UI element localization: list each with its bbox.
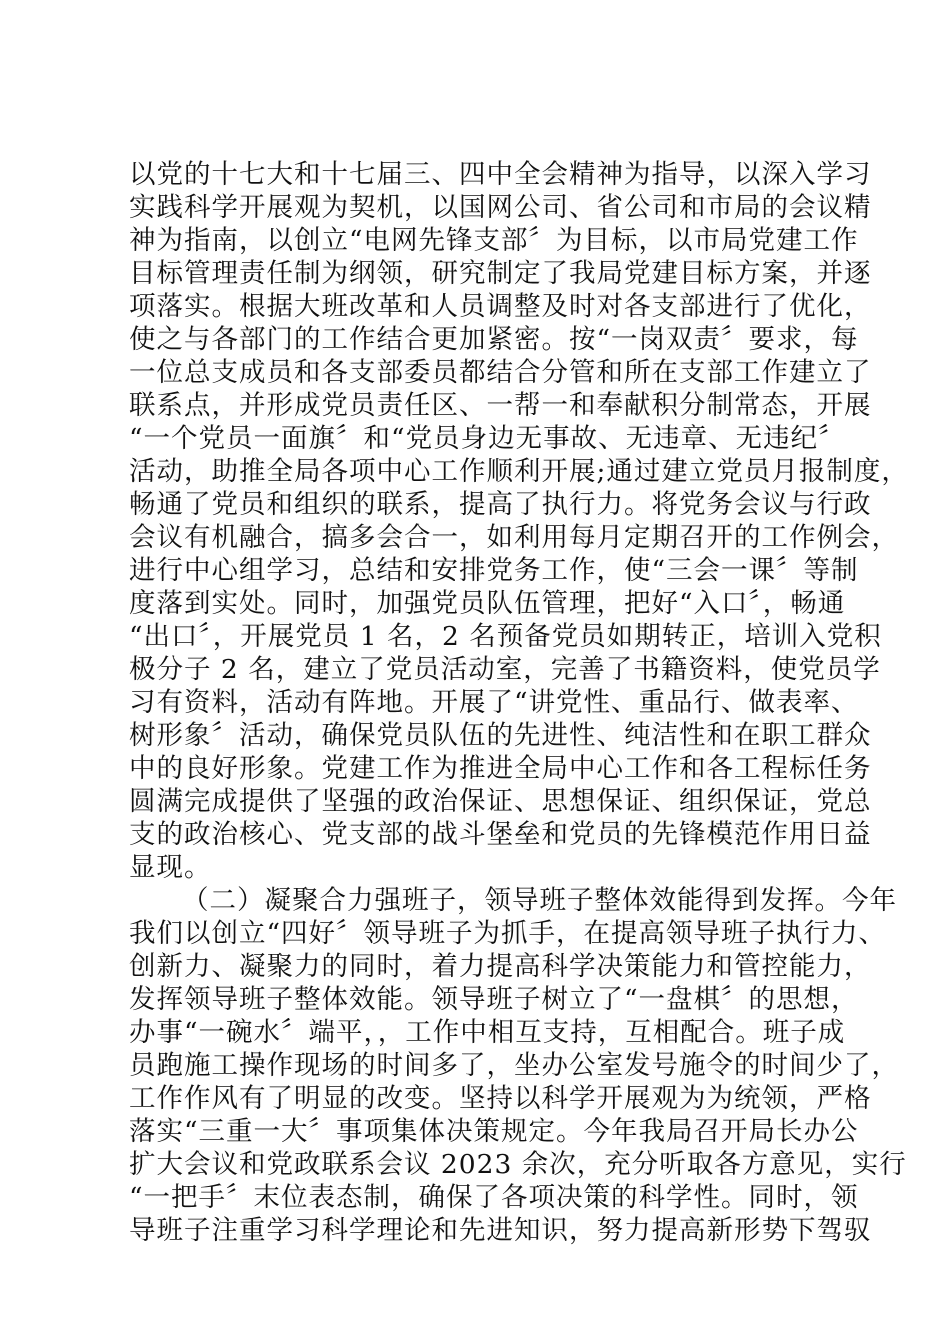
- text-line: 活动，助推全局各项中心工作顺利开展;通过建立党员月报制度，: [129, 456, 909, 487]
- text-line: 办事“一碗水〞端平，，工作中相互支持，互相配合。班子成: [129, 1017, 846, 1048]
- text-line: 工作作风有了明显的改变。坚持以科学开展观为为统领，严格: [129, 1083, 872, 1114]
- text-line: 实践科学开展观为契机，以国网公司、省公司和市局的会议精: [129, 192, 872, 223]
- document-body: [129, 158, 909, 1247]
- text-line: 极分子 2 名，建立了党员活动室，完善了书籍资料，使党员学: [129, 654, 881, 685]
- text-line: 落实“三重一大〞事项集体决策规定。今年我局召开局长办公: [129, 1116, 859, 1147]
- text-line: 项落实。根据大班改革和人员调整及时对各支部进行了优化，: [129, 291, 872, 322]
- text-line: 度落到实处。同时，加强党员队伍管理，把好“入口〞，畅通: [129, 588, 846, 619]
- paragraph-party-building: [129, 158, 909, 884]
- text-line: “一个党员一面旗〞和“党员身边无事故、无违章、无违纪〞: [129, 423, 846, 454]
- text-line: 使之与各部门的工作结合更加紧密。按“一岗双责〞要求，每: [129, 324, 859, 355]
- paragraph-leadership-team: [129, 884, 907, 1247]
- text-line: 显现。: [129, 852, 212, 883]
- text-line: 目标管理责任制为纲领，研究制定了我局党建目标方案，并逐: [129, 258, 872, 289]
- text-line: （二）凝聚合力强班子，领导班子整体效能得到发挥。今年: [182, 885, 897, 916]
- text-line: “出口〞，开展党员 1 名，2 名预备党员如期转正，培训入党积: [129, 621, 882, 652]
- text-line: 创新力、凝聚力的同时，着力提高科学决策能力和管控能力，: [129, 951, 872, 982]
- text-line: 导班子注重学习科学理论和先进知识，努力提高新形势下驾驭: [129, 1215, 872, 1246]
- text-line: 以党的十七大和十七届三、四中全会精神为指导，以深入学习: [129, 159, 872, 190]
- text-line: 神为指南，以创立“电网先锋支部〞为目标，以市局党建工作: [129, 225, 859, 256]
- text-line: 发挥领导班子整体效能。领导班子树立了“一盘棋〞的思想，: [129, 984, 859, 1015]
- text-line: 习有资料，活动有阵地。开展了“讲党性、重品行、做表率、: [129, 687, 859, 718]
- text-line: 一位总支成员和各支部委员都结合分管和所在支部工作建立了: [129, 357, 872, 388]
- text-line: 我们以创立“四好〞领导班子为抓手，在提高领导班子执行力、: [129, 918, 887, 949]
- text-line: 支的政治核心、党支部的战斗堡垒和党员的先锋模范作用日益: [129, 819, 872, 850]
- text-line: 进行中心组学习，总结和安排党务工作，使“三会一课〞等制: [129, 555, 859, 586]
- text-line: 员跑施工操作现场的时间多了，坐办公室发号施令的时间少了，: [129, 1050, 899, 1081]
- text-line: 扩大会议和党政联系会议 2023 余次，充分听取各方意见，实行: [129, 1149, 907, 1180]
- text-line: 联系点，并形成党员责任区、一帮一和奉献积分制常态，开展: [129, 390, 872, 421]
- text-line: “一把手〞末位表态制，确保了各项决策的科学性。同时，领: [129, 1182, 859, 1213]
- text-line: 会议有机融合，搞多会合一，如利用每月定期召开的工作例会，: [129, 522, 899, 553]
- text-line: 圆满完成提供了坚强的政治保证、思想保证、组织保证，党总: [129, 786, 872, 817]
- text-line: 中的良好形象。党建工作为推进全局中心工作和各工程标任务: [129, 753, 872, 784]
- text-line: 树形象〞活动，确保党员队伍的先进性、纯洁性和在职工群众: [129, 720, 872, 751]
- text-line: 畅通了党员和组织的联系，提高了执行力。将党务会议与行政: [129, 489, 872, 520]
